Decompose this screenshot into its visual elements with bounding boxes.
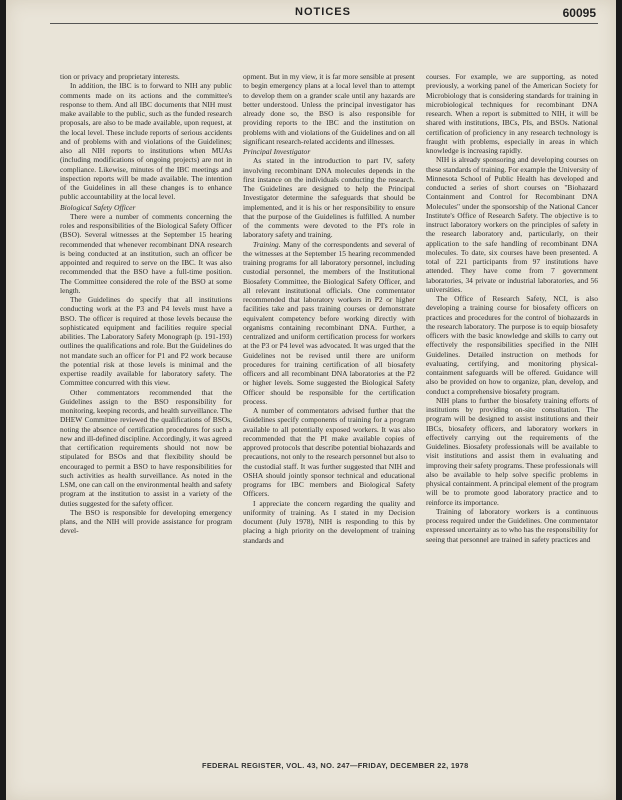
paragraph: NIH plans to further the biosafety training efforts of institutions by providing on-site consultation. The program will be designed to assist institutions and their IBCs, biosafety officers, and laboratory workers in effectively carrying out the requirements of the Guidelines. Biosafety professionals will be available to visit institutions and assist them in evaluating and improving their safety programs. These professionals will also be available to help solve specific problems in physical containment. A principal element of the program will be to promote good laboratory practice and to reinforce its importance. <box>426 395 598 507</box>
paragraph: The Guidelines do specify that all institutions conducting work at the P3 and P4 levels must have a BSO. The officer is required at those levels because the sophisticated equipment and facilities require special abilities. The Laboratory Safety Monograph (p. 191-193) outlines the qualifications and role. But the Guidelines do not mandate such an officer for P1 and P2 work because the potential risk at those levels is minimal and the expertise readily available for laboratory safety. The Committee concurred with this view. <box>60 295 232 388</box>
paragraph: tion or privacy and proprietary interests. <box>60 72 180 81</box>
subheading: Principal Investigator <box>243 147 311 156</box>
paragraph: The Office of Research Safety, NCI, is also developing a training course for biosafety officers on practices and procedures for the control of biohazards in the research laboratory. The purpose is to equip biosafety officers with the basic knowledge and skills to carry out effectively the responsibilities specified in the NIH Guidelines. Detailed instruction on methods for evaluating, certifying, and monitoring physical-containment safeguards will be offered. Guidance will also be provided on how to organize, plan, develop, and conduct a comprehensive biosafety program. <box>426 294 598 396</box>
column-right <box>426 72 598 738</box>
paragraph: I appreciate the concern regarding the quality and uniformity of training. As I stated in my Decision document (July 1978), NIH is responding to this by placing a high priority on the development of training standards and <box>243 498 415 545</box>
paragraph: As stated in the introduction to part IV, safety involving recombinant DNA molecules depends in the first instance on the individuals conducting the research. The Guidelines are designed to help the Principal Investigator determine the safeguards that should be implemented, and it is his or her responsibility to ensure that the purpose of the Guidelines is fulfilled. A number of the comments were devoted to the PI's role in laboratory safety and training. <box>243 156 415 240</box>
section-title: NOTICES <box>295 6 351 18</box>
subheading: Biological Safety Officer <box>60 202 136 212</box>
header-rule <box>50 23 598 24</box>
text-columns <box>60 72 598 738</box>
column-middle <box>243 72 415 738</box>
paragraph: courses. For example, we are supporting, as noted previously, a working panel of the American Society for Microbiology that is considering standards for training in microbiological techniques for recombinant DNA research. When a report is submitted to NIH, it will be shared with institutions, IBCs, PIs, and BSOs. National certification of proficiency in any research technology is fraught with problems, especially in areas in which knowledge is increasing rapidly. <box>426 72 598 155</box>
paragraph: The BSO is responsible for developing emergency plans, and the NIH will provide assistance for program devel- <box>60 507 232 536</box>
column-left <box>60 72 232 738</box>
paragraph <box>243 240 415 407</box>
paragraph: opment. But in my view, it is far more sensible at present to begin emergency plans at a local level than to attempt to develop them on a grander scale until any hazards are better understood. Unless the principal investigator has already done so, the BSO is also responsible for providing reports to the IBC and the institution on problems with and violations of the Guidelines and on all significant research-related accidents and illnesses. <box>243 72 415 146</box>
document-page <box>6 0 616 800</box>
paragraph: Training of laboratory workers is a continuous process required under the Guidelines. One commentator expressed uncertainty as to who has the responsibility for seeing that personnel are trained in safety practices and <box>426 506 598 544</box>
paragraph-text: Many of the correspondents and several of the witnesses at the September 15 hearing recommended training programs for all laboratory personnel, including custodial personnel, the members of the Institutional Biosafety Committee, the Biological Safety Officer, and all relevant institutional officials. One commentator recommended that laboratory workers in P2 or higher facilities take and pass training courses or demonstrate equivalent competency before working directly with organisms containing recombinant DNA. Further, a centralized and uniform certification process for workers at the P3 or P4 level was advocated. It was urged that the Guidelines not be revised until there are uniform procedures for training certification of all biosafety officers and all recombinant DNA laboratories at the P2 or higher levels. Some suggested the Biological Safety Officer should be responsible for the certification process. <box>243 239 415 406</box>
paragraph: There were a number of comments concerning the roles and responsibilities of the Biological Safety Officer (BSO). Several witnesses at the September 15 hearing recommended that whenever recombinant DNA research is being conducted at an institution, such an officer be appointed and required to serve on the IBC. It was also recommended that the BSO have a full-time position. The Committee considered the role of the BSO at some length. <box>60 211 232 295</box>
paragraph: Other commentators recommended that the Guidelines assign to the BSO responsibility for monitoring, keeping records, and health surveillance. The DHEW Committee reviewed the qualifications of BSOs, noting the absence of certification procedures for such a new and ill-defined discipline. Accordingly, it was agreed that certification requirements should not now be stipulated for BSOs and that flexibility should be encouraged to permit a BSO to have responsibilities for such activities as health surveillance. As noted in the LSM, one can call on the environmental health and safety program at the institution to assist in a variety of the duties suggested for the safety officer. <box>60 387 232 508</box>
paragraph: In addition, the IBC is to forward to NIH any public comments made on its actions and the committee's response to them. And all IBC documents that NIH must make available to the public, such as the funded research proposals, are also to be made available, upon request, at the local level. These include reports of serious accidents and of problems with and violations of the Guidelines; also all NIH reports to institutions when MUAs (including modifications of ongoing projects) are not in compliance. Likewise, minutes of the IBC meetings and inspection reports will be made available. The intention of the Guidelines in all these changes is to enhance public accountability at the local level. <box>60 81 232 202</box>
page-number: 60095 <box>562 6 596 20</box>
paragraph: NIH is already sponsoring and developing courses on these standards of training. For example the University of Minnesota School of Public Health has developed and conducted a series of short courses on "Biohazard Containment and Control for Recombinant DNA Molecules" under the sponsorship of the National Cancer Institute's Office of Research Safety. The objective is to instruct laboratory workers on the principles of safety in the research laboratory and, particularly, on their application to the safe handling of recombinant DNA molecules. To date, six courses have been presented. A total of 221 participants from 97 institutions have attended. They have come from 7 government laboratories, 34 private or industrial laboratories, and 56 universities. <box>426 155 598 294</box>
run-in-heading: Training. <box>253 239 281 249</box>
page-footer: FEDERAL REGISTER, VOL. 43, NO. 247—FRIDAY, DECEMBER 22, 1978 <box>202 761 469 770</box>
paragraph: A number of commentators advised further that the Guidelines specify components of training for a program available to all potentially exposed workers. It was also recommended that the PI make available copies of approved protocols that describe potential biohazards and precautions, not only to the research personnel but also to the custodial staff. It was further suggested that NIH and OSHA should jointly sponsor technical and educational programs for IBC members and Biological Safety Officers. <box>243 406 415 499</box>
